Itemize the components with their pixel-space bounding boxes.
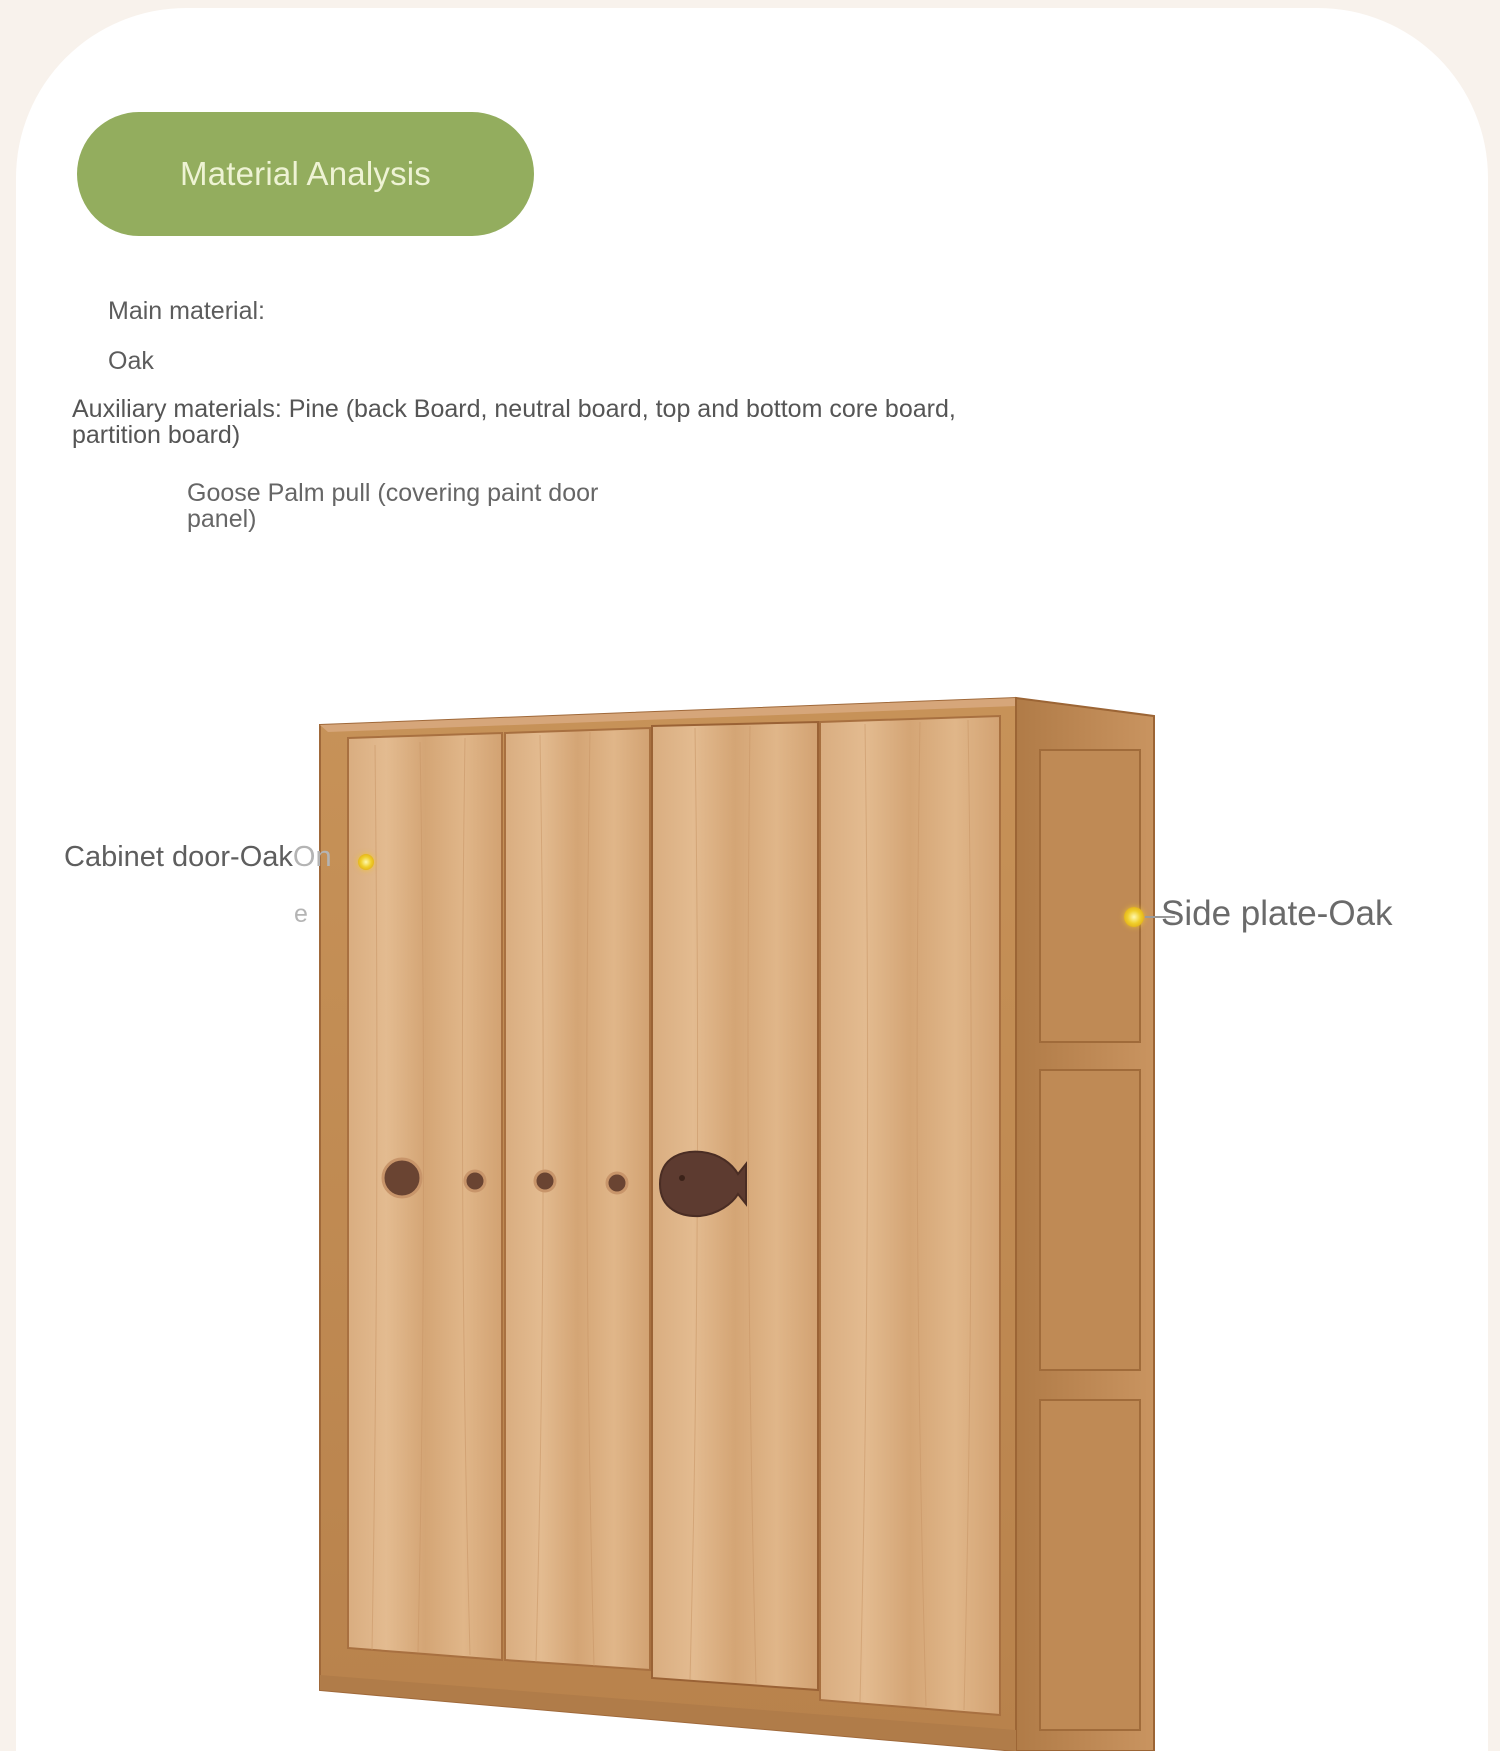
material-analysis-badge	[77, 112, 534, 236]
cabinet-door-callout-faint: On	[292, 841, 332, 873]
door-hole-large	[383, 1159, 421, 1197]
cabinet-door-marker-dot	[358, 854, 374, 870]
badge-title: Material Analysis	[180, 155, 431, 192]
cabinet-door-callout-text: Cabinet door-Oak	[64, 841, 293, 873]
handle-material-text: Goose Palm pull (covering paint door panel)	[187, 479, 599, 533]
main-material-value: Oak	[108, 347, 154, 375]
door-hole-small-3	[607, 1173, 627, 1193]
side-plate-marker-dot	[1124, 907, 1144, 927]
wardrobe-illustration	[300, 690, 1180, 1751]
cabinet-door-callout-faint-2: e	[294, 900, 308, 928]
door-hole-small-2	[535, 1171, 555, 1191]
auxiliary-materials-text: Auxiliary materials: Pine (back Board, neutral board, top and bottom core board, partition board)	[72, 395, 956, 449]
door-1	[348, 733, 502, 1660]
cabinet-door-callout	[64, 841, 332, 874]
door-hole-small-1	[465, 1171, 485, 1191]
door-4	[820, 716, 1000, 1715]
door-2	[505, 728, 650, 1670]
side-plate-callout: Side plate-Oak	[1161, 894, 1393, 933]
side-panel-inset-top	[1040, 750, 1140, 1042]
main-material-label: Main material:	[108, 297, 265, 325]
side-panel-inset-middle	[1040, 1070, 1140, 1370]
side-panel-inset-bottom	[1040, 1400, 1140, 1730]
